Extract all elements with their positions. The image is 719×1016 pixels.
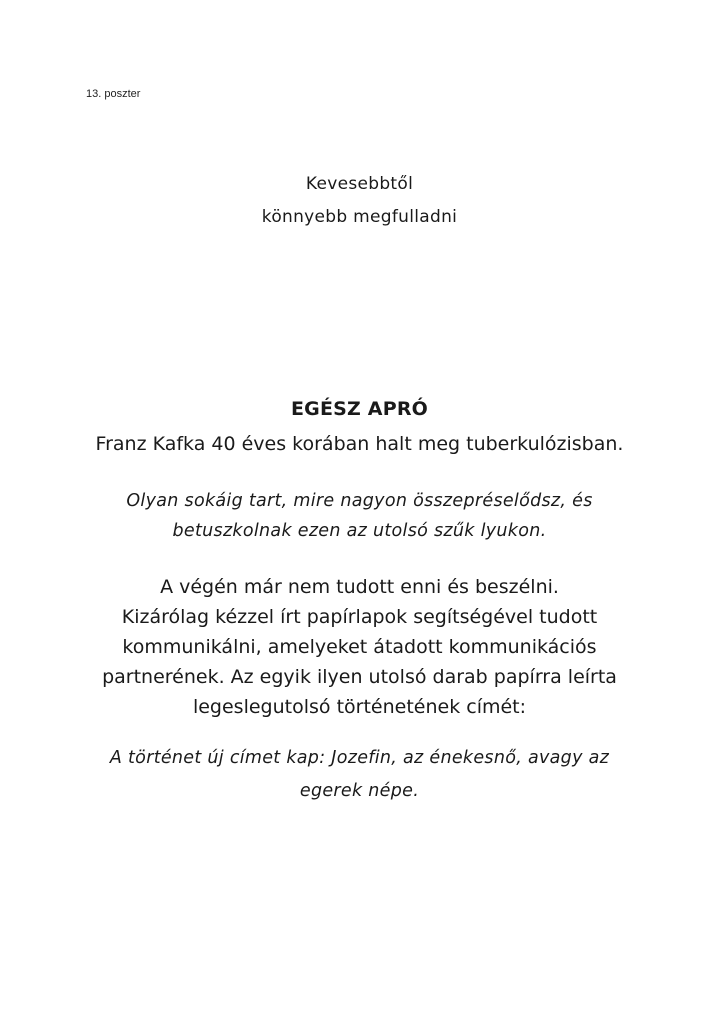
article-body-line-1: A végén már nem tudott enni és beszélni. (160, 576, 559, 598)
article-intro: Franz Kafka 40 éves korában halt meg tuberkulózisban. (95, 433, 624, 455)
article-body-line-2: Kizárólag kézzel írt papírlapok segítségével tudott (121, 606, 598, 628)
story-title-line-2: egerek népe. (299, 781, 420, 801)
kafka-quote-line-1: Olyan sokáig tart, mire nagyon összepréselődsz, és (126, 491, 593, 511)
article-body-line-4: partnerének. Az egyik ilyen utolsó darab papírra leírta (102, 666, 617, 688)
page-number-label: 13. poszter (86, 88, 141, 100)
article-heading: EGÉSZ APRÓ (290, 398, 429, 420)
story-title-quote (60, 742, 659, 808)
article (60, 395, 659, 808)
motto-line-1: Kevesebbtől (305, 174, 414, 194)
kafka-quote (60, 486, 659, 546)
article-body-line-3: kommunikálni, amelyeket átadott kommunikációs (122, 636, 597, 658)
motto (0, 168, 719, 234)
article-body-line-5: legeslegutolsó történetének címét: (192, 696, 527, 718)
story-title-line-1: A történet új címet kap: Jozefin, az énekesnő, avagy az (109, 748, 610, 768)
kafka-quote-line-2: betuszkolnak ezen az utolsó szűk lyukon. (172, 521, 547, 541)
article-body (60, 572, 659, 722)
motto-line-2: könnyebb megfulladni (261, 207, 458, 227)
